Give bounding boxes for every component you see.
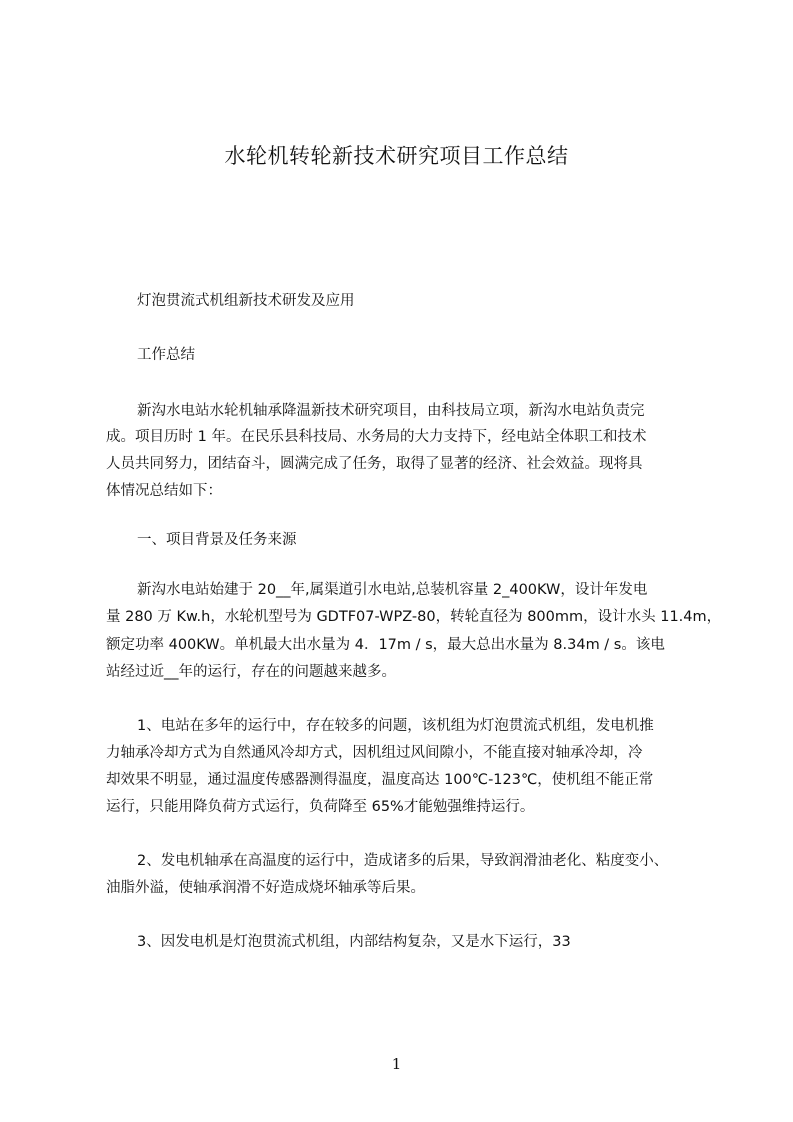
- page-number: 1: [391, 1055, 402, 1073]
- paragraph-line: 力轴承冷却方式为自然通风冷却方式，因机组过风间隙小，不能直接对轴承冷却，冷: [106, 745, 643, 761]
- paragraph-line: 人员共同努力，团结奋斗，圆满完成了任务，取得了显著的经济、社会效益。现将具: [106, 456, 643, 472]
- paragraph-line: 运行，只能用降负荷方式运行，负荷降至 65%才能勉强维持运行。: [106, 799, 535, 815]
- paragraph-line: 却效果不明显，通过温度传感器测得温度，温度高达 100℃-123℃，使机组不能正常: [106, 772, 654, 788]
- section-label: 工作总结: [137, 347, 195, 363]
- paragraph-line: 新沟水电站水轮机轴承降温新技术研究项目，由科技局立项，新沟水电站负责完: [137, 403, 645, 419]
- paragraph-line: 站经过近__年的运行，存在的问题越来越多。: [106, 664, 396, 680]
- paragraph-line: 新沟水电站始建于 20__年,属渠道引水电站,总装机容量 2_400KW，设计年发电: [137, 582, 648, 598]
- paragraph-line: 量 280 万 Kw.h，水轮机型号为 GDTF07-WPZ-80，转轮直径为 800mm，设计水头 11.4m，: [106, 609, 722, 625]
- paragraph-line: 1、电站在多年的运行中，存在较多的问题，该机组为灯泡贯流式机组，发电机推: [137, 718, 654, 734]
- paragraph-line: 2、发电机轴承在高温度的运行中，造成诸多的后果，导致润滑油老化、粘度变小、: [137, 853, 669, 869]
- paragraph-line: 成。项目历时 1 年。在民乐县科技局、水务局的大力支持下，经电站全体职工和技术: [106, 429, 647, 445]
- project-subtitle: 灯泡贯流式机组新技术研发及应用: [137, 293, 355, 309]
- section-heading: 一、项目背景及任务来源: [137, 532, 297, 548]
- paragraph-line: 额定功率 400KW。单机最大出水量为 4．17m / s，最大总出水量为 8.34m / s。该电: [106, 637, 665, 653]
- paragraph-line: 油脂外溢，使轴承润滑不好造成烧坏轴承等后果。: [106, 880, 425, 896]
- document-title: 水轮机转轮新技术研究项目工作总结: [224, 144, 569, 168]
- problem-3-line: 3、因发电机是灯泡贯流式机组，内部结构复杂，又是水下运行，33: [137, 934, 571, 950]
- paragraph-line: 体情况总结如下：: [106, 483, 222, 499]
